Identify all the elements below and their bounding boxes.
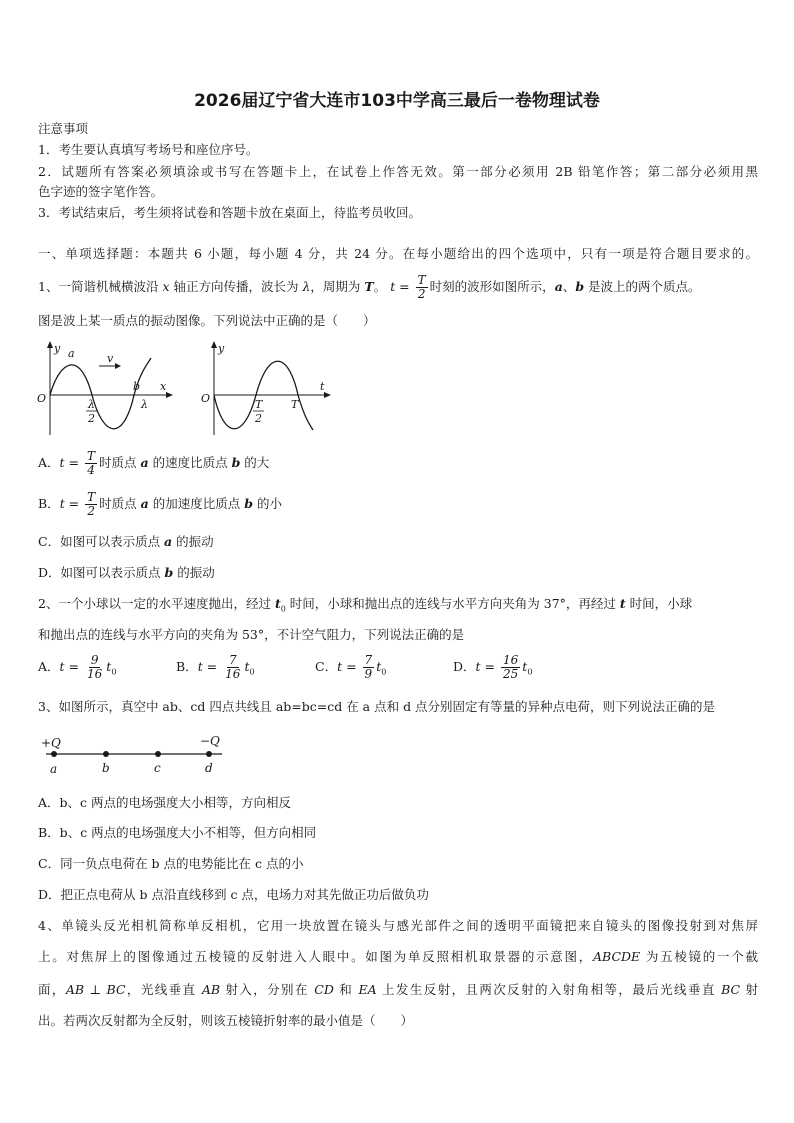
q2-stem-line2: 和抛出点的连线与水平方向的夹角为 53°，不计空气阻力，下列说法正确的是: [38, 627, 465, 642]
q3-option-b[interactable]: B．b、c 两点的电场强度大小不相等，但方向相同: [38, 825, 317, 840]
q1-graph1-v-label: v: [107, 352, 114, 365]
q2-option-a[interactable]: A．t = $\frac{9}{16}$ $t_0$: [38, 653, 117, 681]
q1-graph1-half-lambda-den: 2: [88, 412, 95, 425]
notice-item-1: 1．考生要认真填写考场号和座位序号。: [38, 142, 259, 157]
q4-stem-line1: 4、单镜头反光相机简称单反相机，它用一块放置在镜头与感光部件之间的透明平面镜把来自镜头的图像投射到对焦屏: [38, 918, 758, 933]
q1-graph1-x-label: x: [160, 380, 167, 393]
q1-graph1-origin-label: O: [37, 392, 47, 405]
q1-graph2-half-T-den: 2: [255, 412, 262, 425]
q1-graph2-y-label: y: [218, 342, 225, 355]
q1-option-a[interactable]: A．t = $\frac{T}{4}$ 时质点 a 的速度比质点 b 的大: [38, 449, 270, 477]
q1-graph2-half-T-num: T: [255, 398, 263, 411]
q3-option-c[interactable]: C．同一负点电荷在 b 点的电势能比在 c 点的小: [38, 856, 304, 871]
q1-vibration-graph: [196, 338, 336, 438]
q3-point-a-label: a: [50, 762, 58, 776]
notice-item-2: 2．试题所有答案必须填涂或书写在答题卡上，在试卷上作答无效。第一部分必须用 2B 铅笔作答；第二部分必须用黑: [38, 164, 758, 179]
q3-point-d-label: d: [205, 761, 213, 775]
q4-stem-line2: 上。对焦屏上的图像通过五棱镜的反射进入人眼中。如图为单反照相机取景器的示意图，ABCDE 为五棱镜的一个截: [38, 949, 758, 964]
q2-option-b[interactable]: B．t = $\frac{7}{16}$ $t_0$: [176, 653, 255, 681]
q1-option-b[interactable]: B．t = $\frac{T}{2}$ 时质点 a 的加速度比质点 b 的小: [38, 490, 282, 518]
q1-graph2-T-label: T: [291, 398, 299, 411]
q1-wave-graph: [30, 338, 175, 438]
q4-stem-line3: 面，AB ⊥ BC，光线垂直 AB 射入，分别在 CD 和 EA 上发生反射，且两次反射的入射角相等，最后光线垂直 BC 射: [38, 982, 758, 997]
q1-graph1-a-label: a: [68, 347, 75, 360]
q3-option-d[interactable]: D．把正点电荷从 b 点沿直线移到 c 点，电场力对其先做正功后做负功: [38, 887, 429, 902]
q1-graph2-t-label: t: [320, 380, 325, 393]
notice-item-2-cont: 色字迹的签字笔作答。: [38, 184, 164, 199]
q1-graph2-origin-label: O: [201, 392, 211, 405]
notice-item-3: 3．考试结束后，考生须将试卷和答题卡放在桌面上，待监考员收回。: [38, 205, 421, 220]
q1-graph1-b-label: b: [133, 380, 141, 393]
q3-point-b-label: b: [102, 761, 110, 775]
q1-graph1-half-lambda-num: λ: [88, 398, 95, 411]
q4-stem-line4: 出。若两次反射都为全反射，则该五棱镜折射率的最小值是（ ）: [38, 1013, 414, 1028]
q1-option-d[interactable]: D．如图可以表示质点 b 的振动: [38, 565, 215, 580]
page-title: 2026届辽宁省大连市103中学高三最后一卷物理试卷: [194, 91, 600, 111]
q3-plus-q-label: +Q: [41, 736, 61, 750]
q2-stem-line1: 2、一个小球以一定的水平速度抛出，经过 $t_0$ 时间，小球和抛出点的连线与水平方向夹角为 37°，再经过 t 时间，小球: [38, 596, 693, 614]
q1-fraction: $\frac{T}{2}$: [417, 273, 426, 301]
q1-stem-line1: 1、一简谐机械横波沿 x 轴正方向传播，波长为 λ，周期为 T。 t = $\frac{T}{2}$ 时刻的波形如图所示，a、b 是波上的两个质点。: [38, 273, 701, 301]
q1-graph1-lambda-label: λ: [141, 398, 148, 411]
q3-charge-figure: [38, 730, 228, 778]
q3-option-a[interactable]: A．b、c 两点的电场强度大小相等，方向相反: [38, 795, 292, 810]
section-heading: 一、单项选择题：本题共 6 小题，每小题 4 分，共 24 分。在每小题给出的四个选项中，只有一项是符合题目要求的。: [38, 246, 758, 261]
q1-stem-line2: 图是波上某一质点的振动图像。下列说法中正确的是（ ）: [38, 313, 376, 328]
q2-option-c[interactable]: C．t = $\frac{7}{9}$ $t_0$: [315, 653, 387, 681]
q1-graph1-y-label: y: [54, 342, 61, 355]
q2-option-d[interactable]: D．t = $\frac{16}{25}$ $t_0$: [453, 653, 533, 681]
q3-point-c-label: c: [154, 761, 161, 775]
q3-minus-q-label: −Q: [200, 734, 220, 748]
notice-heading: 注意事项: [38, 121, 89, 136]
q1-option-c[interactable]: C．如图可以表示质点 a 的振动: [38, 534, 214, 549]
q3-stem: 3、如图所示，真空中 ab、cd 四点共线且 ab=bc=cd 在 a 点和 d 点分别固定有等量的异种点电荷，则下列说法正确的是: [38, 699, 716, 714]
